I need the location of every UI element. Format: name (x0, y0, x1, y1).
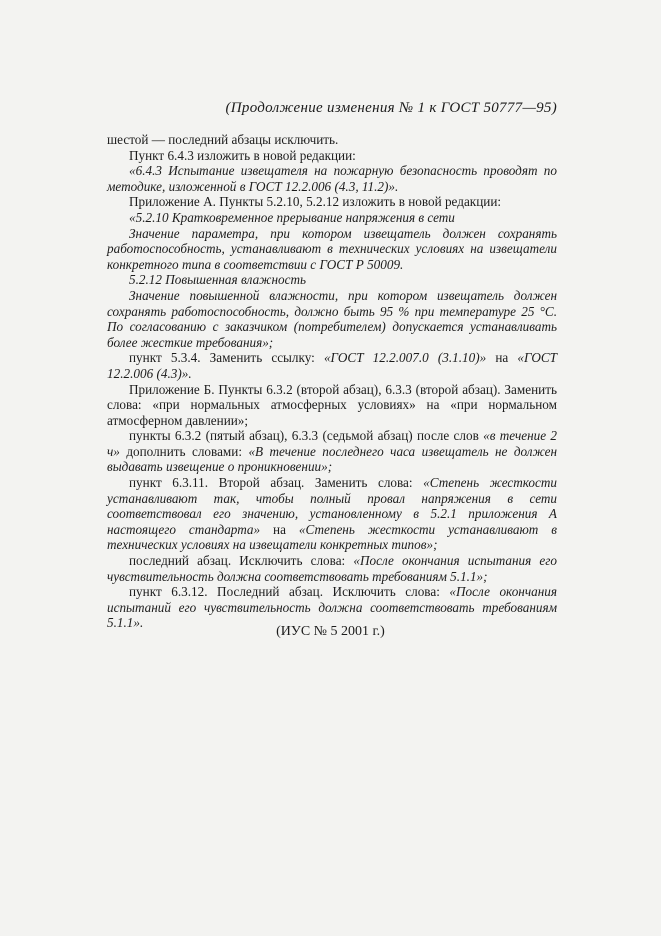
publication-reference: (ИУС № 5 2001 г.) (276, 624, 385, 639)
paragraph-9-conj: на (486, 350, 518, 366)
paragraph-11-quote: «в течение 2 ч» (107, 428, 557, 459)
paragraph-12-old-text: «Степень жесткости устанавливают так, чтобы полный провал напряжения в сети соответствовал его значению, установленному в 5.2.1 приложения А настоящего стандарта» (107, 475, 557, 537)
paragraph-12-conj: на (260, 521, 299, 537)
paragraph-2: Пункт 6.4.3 изложить в новой редакции: (129, 147, 356, 163)
paragraph-5: «5.2.10 Кратковременное прерывание напряжения в сети (129, 209, 455, 225)
document-body (107, 132, 557, 631)
paragraph-13-text: последний абзац. Исключить слова: (129, 553, 354, 569)
paragraph-14-quote: «После окончания испытаний его чувствительность должна соответствовать требованиям 5.1.1». (107, 584, 558, 631)
paragraph-3: «6.4.3 Испытание извещателя на пожарную безопасность проводят по методике, изложенной в ГОСТ 12.2.006 (4.3, 11.2)». (107, 163, 557, 194)
paragraph-12-text: пункт 6.3.11. Второй абзац. Заменить слова: (129, 475, 424, 491)
paragraph-12-new-text: «Степень жесткости устанавливают в технических условиях на извещатели конкретных типов»; (107, 521, 557, 553)
paragraph-11-conj: дополнить словами: (119, 443, 249, 459)
paragraph-13-quote: «После окончания испытания его чувствительность должна соответствовать требованиям 5.1.1»; (107, 553, 558, 584)
paragraph-14-text: пункт 6.3.12. Последний абзац. Исключить слова: (129, 584, 450, 600)
paragraph-6: Значение параметра, при котором извещатель должен сохранять работоспособность, устанавливают в технических условиях на извещатели конкретного типа в соответствии с ГОСТ Р 50009. (107, 225, 557, 272)
paragraph-12 (107, 475, 557, 553)
paragraph-7: 5.2.12 Повышенная влажность (129, 272, 306, 288)
paragraph-9 (107, 350, 557, 381)
paragraph-11-text: пункты 6.3.2 (пятый абзац), 6.3.3 (седьмой абзац) после слов (129, 428, 484, 444)
paragraph-4: Приложение А. Пункты 5.2.10, 5.2.12 изложить в новой редакции: (129, 194, 502, 210)
paragraph-9-text: пункт 5.3.4. Заменить ссылку: (129, 350, 324, 366)
paragraph-1: шестой — последний абзацы исключить. (107, 132, 339, 147)
paragraph-11-addition: «В течение последнего часа извещатель не должен выдавать извещение о проникновении»; (107, 443, 557, 475)
paragraph-9-new-ref: «ГОСТ 12.2.006 (4.3)». (107, 350, 557, 381)
paragraph-11 (107, 428, 557, 475)
paragraph-13 (107, 553, 557, 584)
paragraph-10: Приложение Б. Пункты 6.3.2 (второй абзац), 6.3.3 (второй абзац). Заменить слова: «при нормальных атмосферных условиях» на «при нормальном атмосферном давлении»; (107, 381, 557, 428)
paragraph-8: Значение повышенной влажности, при котором извещатель должен сохранять работоспособность, должно быть 95 % при температуре 25 °С. По согласованию с заказчиком (потребителем) допускается устанавливать более жесткие требования»; (107, 287, 557, 350)
paragraph-9-old-ref: «ГОСТ 12.2.007.0 (3.1.10)» (323, 350, 487, 366)
page-header: (Продолжение изменения № 1 к ГОСТ 50777—95) (225, 100, 557, 116)
